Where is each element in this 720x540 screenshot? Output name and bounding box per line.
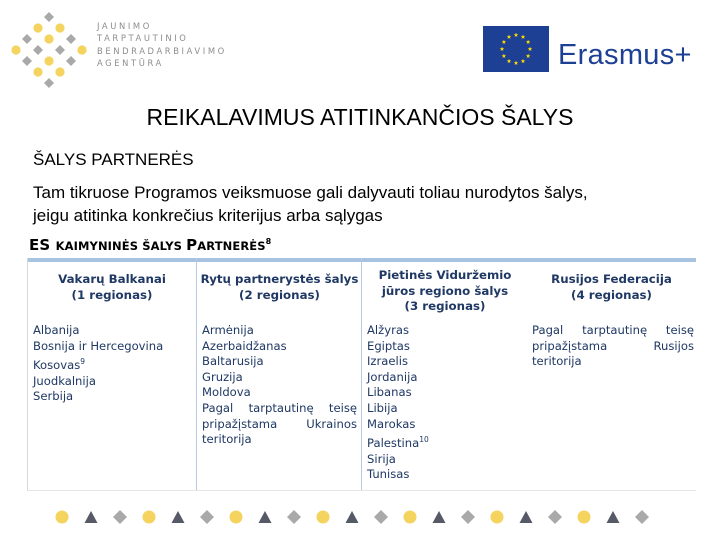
- triangle-icon: [433, 511, 446, 523]
- list-item: Marokas: [367, 416, 416, 431]
- list-item-text: Palestina: [367, 436, 420, 451]
- heading-part: ARTNERĖS: [197, 239, 266, 253]
- word: Ukrainos: [306, 416, 357, 431]
- list-item: Azerbaidžanas: [202, 338, 287, 353]
- list-item: Libanas: [367, 385, 412, 400]
- triangle-icon: [85, 511, 98, 523]
- agency-name-line: JAUNIMO: [97, 21, 152, 31]
- logo-diamond-icon: [33, 45, 43, 55]
- list-item: Tunisas: [367, 467, 410, 482]
- triangle-icon: [172, 511, 185, 523]
- list-item: [202, 401, 357, 417]
- word: pripažįstama: [202, 416, 278, 431]
- column-header: [197, 272, 362, 303]
- word: teisę: [328, 400, 357, 415]
- logo-dot-icon: [77, 45, 86, 54]
- word: pripažįstama: [532, 338, 608, 353]
- logo-dot-icon: [55, 23, 64, 32]
- circle-icon: [404, 511, 417, 524]
- diamond-icon: [287, 510, 301, 524]
- footnote-mark: 8: [265, 237, 272, 246]
- heading-part: P: [186, 236, 198, 254]
- country-list: [367, 323, 429, 483]
- logo-dot-icon: [33, 23, 42, 32]
- column-header: [362, 268, 528, 315]
- list-item: Jordanija: [367, 369, 418, 384]
- agency-name-line: AGENTŪRA: [97, 57, 164, 68]
- word: Pagal: [202, 400, 234, 415]
- list-item: Albanija: [33, 323, 80, 337]
- logo-diamond-icon: [44, 12, 54, 22]
- column-header: [527, 272, 696, 303]
- list-item: Moldova: [202, 385, 251, 400]
- diamond-icon: [548, 510, 562, 524]
- list-item: Armėnija: [202, 323, 254, 337]
- list-item: Libija: [367, 400, 398, 415]
- list-item: [532, 339, 694, 355]
- list-item: Alžyras: [367, 323, 410, 337]
- triangle-icon: [520, 511, 533, 523]
- diamond-icon: [200, 510, 214, 524]
- word: teisę: [665, 323, 694, 337]
- logo-diamond-icon: [44, 78, 54, 88]
- circle-icon: [56, 511, 69, 524]
- column-header-line: (3 regionas): [404, 299, 486, 313]
- logo-diamond-icon: [66, 34, 76, 44]
- logo-dot-icon: [44, 56, 53, 65]
- list-item: [367, 432, 429, 451]
- circle-icon: [491, 511, 504, 524]
- diamond-icon: [374, 510, 388, 524]
- logo-dot-icon: [11, 45, 20, 54]
- list-item: Gruzija: [202, 369, 243, 384]
- column-russian-federation: [527, 258, 696, 490]
- triangle-icon: [259, 511, 272, 523]
- column-header-line: jūros regiono šalys: [381, 283, 509, 298]
- column-header-line: Pietinės Viduržemio: [378, 268, 512, 282]
- word: tarptautinę: [582, 323, 648, 337]
- agency-logo-icon: [10, 12, 88, 88]
- list-item: [532, 323, 694, 339]
- column-header-line: (1 regionas): [71, 287, 153, 302]
- footnote-mark: 10: [419, 435, 429, 445]
- agency-name-line: TARPTAUTINIO: [97, 33, 189, 44]
- logo-diamond-icon: [22, 56, 32, 66]
- list-item: [33, 354, 163, 373]
- heading-part: ES: [29, 236, 56, 254]
- list-item: Izraelis: [367, 354, 408, 369]
- logo-diamond-icon: [22, 34, 32, 44]
- paragraph-line: jeigu atitinka konkrečius kriterijus arba sąlygas: [33, 206, 383, 225]
- column-header-line: Vakarų Balkanai: [58, 272, 166, 286]
- table-heading: [29, 236, 271, 254]
- page-title: REIKALAVIMUS ATITINKANČIOS ŠALYS: [146, 104, 574, 130]
- footnote-mark: 9: [80, 357, 86, 367]
- triangle-icon: [346, 511, 359, 523]
- word: Pagal: [532, 323, 564, 337]
- list-item: Baltarusija: [202, 354, 264, 369]
- column-header: [28, 272, 196, 303]
- diamond-icon: [113, 510, 127, 524]
- word: tarptautinę: [248, 400, 314, 415]
- diamond-icon: [635, 510, 649, 524]
- eu-flag-icon: [483, 26, 549, 72]
- circle-icon: [143, 511, 156, 524]
- list-item: Bosnija ir Hercegovina: [33, 338, 164, 353]
- country-list: [202, 323, 357, 448]
- decorative-shapes-row: [0, 507, 720, 527]
- logo-diamond-icon: [55, 45, 65, 55]
- column-header-line: Rusijos Federacija: [551, 272, 672, 286]
- logo-dot-icon: [44, 34, 53, 43]
- section-subtitle: ŠALYS PARTNERĖS: [33, 150, 194, 169]
- list-item: teritorija: [202, 432, 252, 447]
- country-list: [33, 323, 163, 405]
- list-item: Sirija: [367, 451, 396, 466]
- word: Rusijos: [653, 338, 694, 353]
- list-item-text: Kosovas: [33, 358, 81, 373]
- list-item: [202, 417, 357, 433]
- column-western-balkans: [28, 258, 196, 490]
- triangle-icon: [607, 511, 620, 523]
- logo-dot-icon: [55, 67, 64, 76]
- country-list: [532, 323, 694, 370]
- list-item: teritorija: [532, 354, 582, 369]
- circle-icon: [317, 511, 330, 524]
- diamond-icon: [461, 510, 475, 524]
- column-header-line: (2 regionas): [239, 287, 320, 302]
- countries-table: [27, 258, 696, 491]
- list-item: Serbija: [33, 389, 74, 404]
- circle-icon: [230, 511, 243, 524]
- erasmus-plus-logo: Erasmus+: [558, 39, 692, 71]
- logo-dot-icon: [33, 67, 42, 76]
- agency-name: [97, 20, 227, 69]
- list-item: Egiptas: [367, 338, 410, 353]
- column-header-line: Rytų partnerystės šalys: [200, 272, 359, 286]
- column-header-line: (4 regionas): [571, 287, 652, 302]
- paragraph-line: Tam tikruose Programos veiksmuose gali dalyvauti toliau nurodytos šalys,: [33, 183, 588, 202]
- heading-part: KAIMYNINĖS ŠALYS: [55, 239, 187, 253]
- description-paragraph: [33, 181, 703, 227]
- agency-name-line: BENDRADARBIAVIMO: [97, 45, 227, 56]
- logo-diamond-icon: [66, 56, 76, 66]
- circle-icon: [578, 511, 591, 524]
- column-eastern-partnership: [196, 258, 362, 490]
- column-southern-mediterranean: [361, 258, 528, 490]
- list-item: Juodkalnija: [33, 373, 96, 388]
